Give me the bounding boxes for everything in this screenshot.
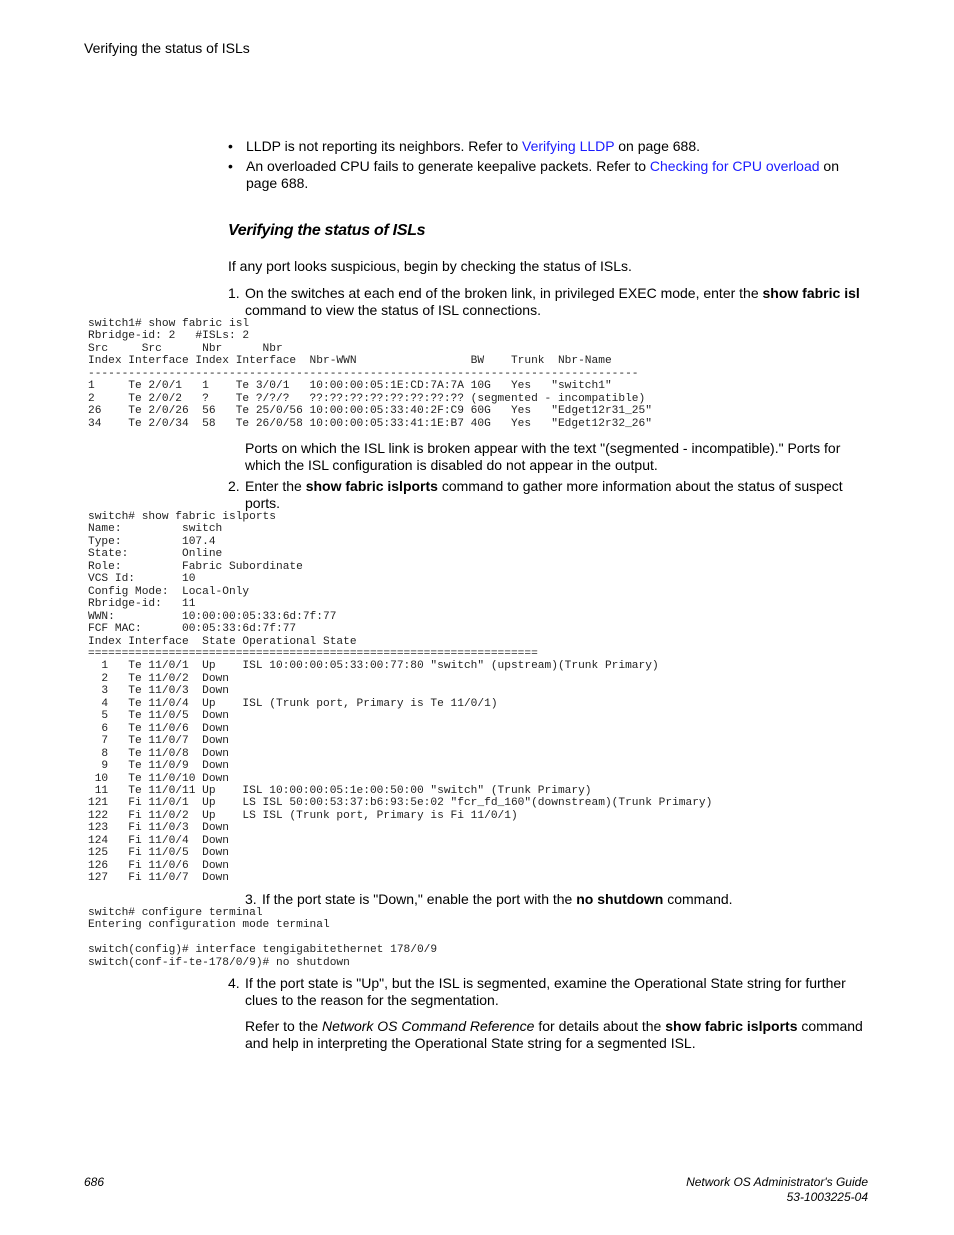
intro-paragraph: If any port looks suspicious, begin by checking the status of ISLs. [228, 258, 632, 274]
command-name: no shutdown [576, 891, 664, 907]
step-2: 2. Enter the show fabric islports command to gather more information about the status of suspect ports. [228, 478, 843, 511]
step-1: 1. On the switches at each end of the broken link, in privileged EXEC mode, enter the show fabric isl command to view the status of ISL connections. [228, 285, 860, 318]
section-title: Verifying the status of ISLs [228, 222, 426, 239]
step-4-note: Refer to the Network OS Command Reference for details about the show fabric islports command and help in interpreting the Operational State string for a segmented ISL. [245, 1018, 863, 1051]
page-number: 686 [84, 1175, 105, 1189]
footer-guide-info [686, 1175, 868, 1205]
command-name: show fabric islports [665, 1018, 798, 1034]
code-no-shutdown: switch# configure terminal Entering configuration mode terminal switch(config)# interface tengigabitethernet 178/0/9 switch(conf-if-te-178/0/9)# no shutdown [88, 907, 438, 969]
link-checking-cpu-overload[interactable]: Checking for CPU overload [649, 158, 820, 174]
running-header: Verifying the status of ISLs [84, 40, 250, 56]
command-name: show fabric isl [762, 285, 860, 301]
bullet-list [228, 138, 868, 195]
guide-title: Network OS Administrator's Guide [686, 1175, 868, 1189]
code-show-fabric-isl: switch1# show fabric isl Rbridge-id: 2 #ISLs: 2 Src Src Nbr Nbr Index Interface Index Interface Nbr-WWN BW Trunk Nbr-Name ---------------------------------------------------------------------------------- 1 Te 2/0/1 1 Te 3/0/1 10:00:00:05:1E:CD:7A:7A 10G Yes "switch1" 2 Te 2/0/2 ? Te ?/?/? ??:??:??:??:??:??:??:?? (segmented - incompatible) 26 Te 2/0/26 56 Te 25/0/56 10:00:00:05:33:40:2F:C9 60G Yes "Edget12r31_25" 34 Te 2/0/34 58 Te 26/0/58 10:00:00:05:33:41:1E:B7 40G Yes "Edget12r32_26" [88, 318, 652, 430]
book-title: Network OS Command Reference [322, 1018, 535, 1034]
step-3: 3. If the port state is "Down," enable the port with the no shutdown command. [245, 891, 733, 907]
code-show-fabric-islports: switch# show fabric islports Name: switch Type: 107.4 State: Online Role: Fabric Subordinate VCS Id: 10 Config Mode: Local-Only Rbridge-id: 11 WWN: 10:00:00:05:33:6d:7f:77 FCF MAC: 00:05:33:6d:7f:77 Index Interface State Operational State =================================================================== 1 Te 11/0/1 Up ISL 10:00:00:05:33:00:77:80 "switch" (upstream)(Trunk Primary) 2 Te 11/0/2 Down 3 Te 11/0/3 Down 4 Te 11/0/4 Up ISL (Trunk port, Primary is Te 11/0/1) 5 Te 11/0/5 Down 6 Te 11/0/6 Down 7 Te 11/0/7 Down 8 Te 11/0/8 Down 9 Te 11/0/9 Down 10 Te 11/0/10 Down 11 Te 11/0/11 Up ISL 10:00:00:05:1e:00:50:00 "switch" (Trunk Primary) 121 Fi 11/0/1 Up LS ISL 50:00:53:37:b6:93:5e:02 "fcr_fd_160"(downstream)(Trunk Primary) 122 Fi 11/0/2 Up LS ISL (Trunk port, Primary is Fi 11/0/1) 123 Fi 11/0/3 Down 124 Fi 11/0/4 Down 125 Fi 11/0/5 Down 126 Fi 11/0/6 Down 127 Fi 11/0/7 Down [88, 511, 713, 885]
step-4: 4. If the port state is "Up", but the ISL is segmented, examine the Operational State string for further clues to the reason for the segmentation. [228, 975, 846, 1008]
link-verifying-lldp[interactable]: Verifying LLDP [522, 138, 615, 154]
doc-number: 53-1003225-04 [786, 1190, 868, 1204]
bullet-item: • LLDP is not reporting its neighbors. Refer to Verifying LLDP on page 688. [228, 138, 701, 154]
bullet-item: • An overloaded CPU fails to generate keepalive packets. Refer to Checking for CPU overload on page 688. [228, 158, 840, 191]
step-1-note: Ports on which the ISL link is broken appear with the text "(segmented - incompatible)." Ports for which the ISL configuration is disabled do not appear in the output. [245, 440, 841, 473]
command-name: show fabric islports [305, 478, 438, 494]
bullet-dot-icon: • [228, 138, 233, 154]
bullet-dot-icon: • [228, 158, 233, 174]
